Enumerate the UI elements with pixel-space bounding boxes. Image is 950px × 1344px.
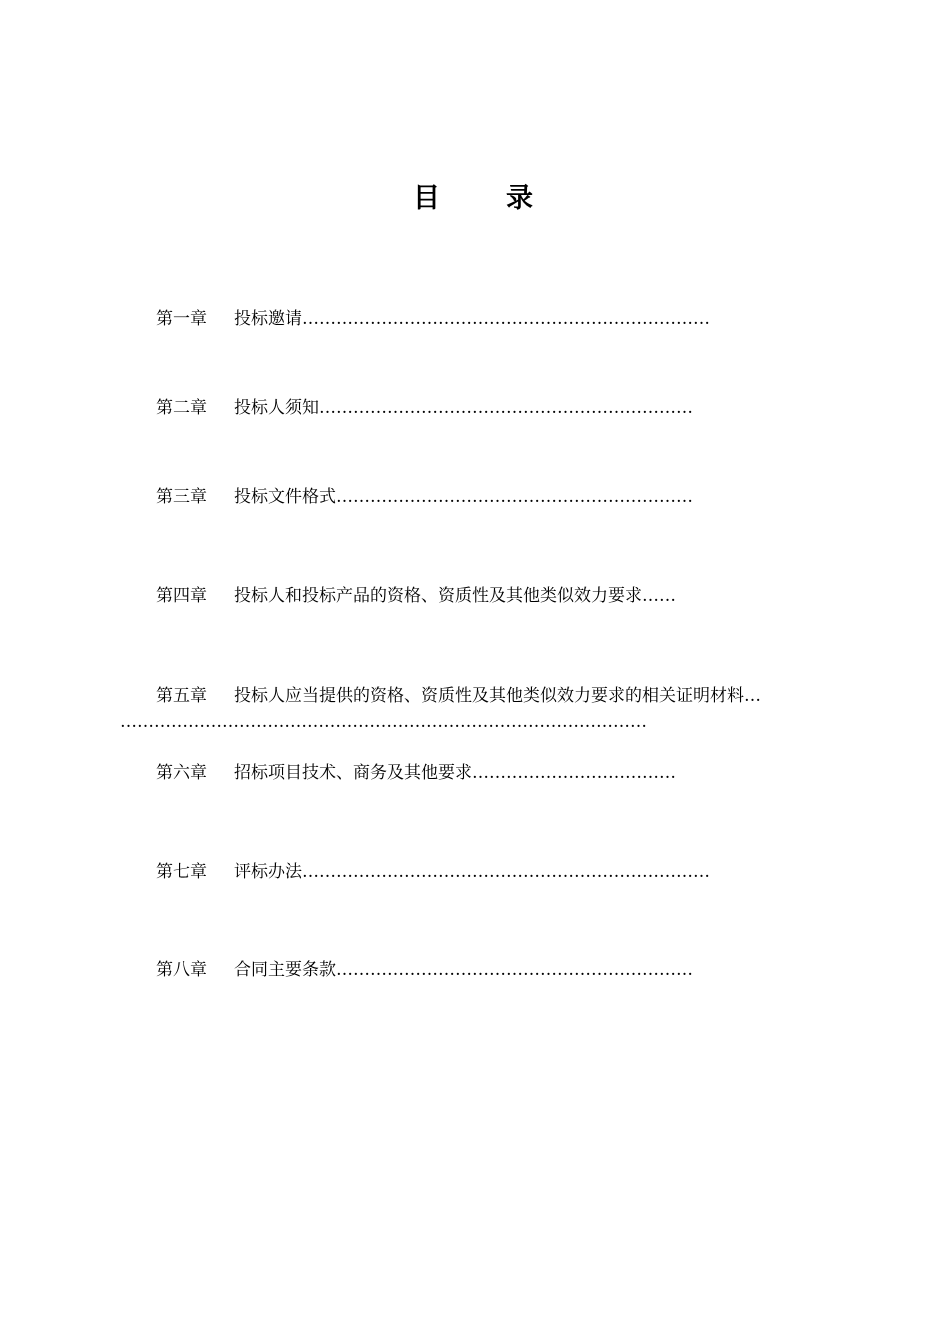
toc-leader-dots: ……………………………… (472, 763, 676, 783)
toc-chapter-title: 投标邀请 (234, 309, 302, 329)
toc-leader-dots: ……………………………………………………………… (302, 309, 710, 329)
toc-chapter-title: 评标办法 (234, 862, 302, 882)
toc-entry-7 (156, 861, 710, 883)
toc-leader-dots: ……………………………………………………………… (302, 862, 710, 882)
toc-entry-6 (156, 762, 676, 784)
toc-chapter-number: 第六章 (156, 763, 207, 783)
toc-chapter-title: 投标人应当提供的资格、资质性及其他类似效力要求的相关证明材料 (234, 686, 744, 706)
toc-leader-dots: ………………………………………………………………………………… (120, 712, 647, 732)
toc-chapter-title: 投标人和投标产品的资格、资质性及其他类似效力要求 (234, 586, 642, 606)
toc-chapter-number: 第四章 (156, 586, 207, 606)
toc-chapter-title: 投标文件格式 (234, 487, 336, 507)
toc-chapter-number: 第三章 (156, 487, 207, 507)
toc-chapter-title: 投标人须知 (234, 398, 319, 418)
toc-leader-dots: ……………………………………………………… (336, 487, 693, 507)
toc-leader-dots: … (744, 686, 761, 706)
toc-chapter-title: 合同主要条款 (234, 960, 336, 980)
toc-entry-2 (156, 397, 693, 419)
toc-chapter-number: 第七章 (156, 862, 207, 882)
toc-leader-dots: ……………………………………………………… (336, 960, 693, 980)
toc-chapter-number: 第一章 (156, 309, 207, 329)
toc-chapter-title: 招标项目技术、商务及其他要求 (234, 763, 472, 783)
toc-chapter-number: 第八章 (156, 960, 207, 980)
toc-entry-8 (156, 959, 693, 981)
toc-entry-5 (156, 685, 761, 707)
toc-chapter-number: 第二章 (156, 398, 207, 418)
toc-entry-4 (156, 585, 676, 607)
toc-entry-3 (156, 486, 693, 508)
toc-entry-1 (156, 308, 710, 330)
toc-chapter-number: 第五章 (156, 686, 207, 706)
toc-leader-dots: …… (642, 586, 676, 606)
page-title: 目 录 (413, 183, 537, 214)
toc-entry-5-continuation (120, 711, 647, 733)
toc-leader-dots: ………………………………………………………… (319, 398, 693, 418)
